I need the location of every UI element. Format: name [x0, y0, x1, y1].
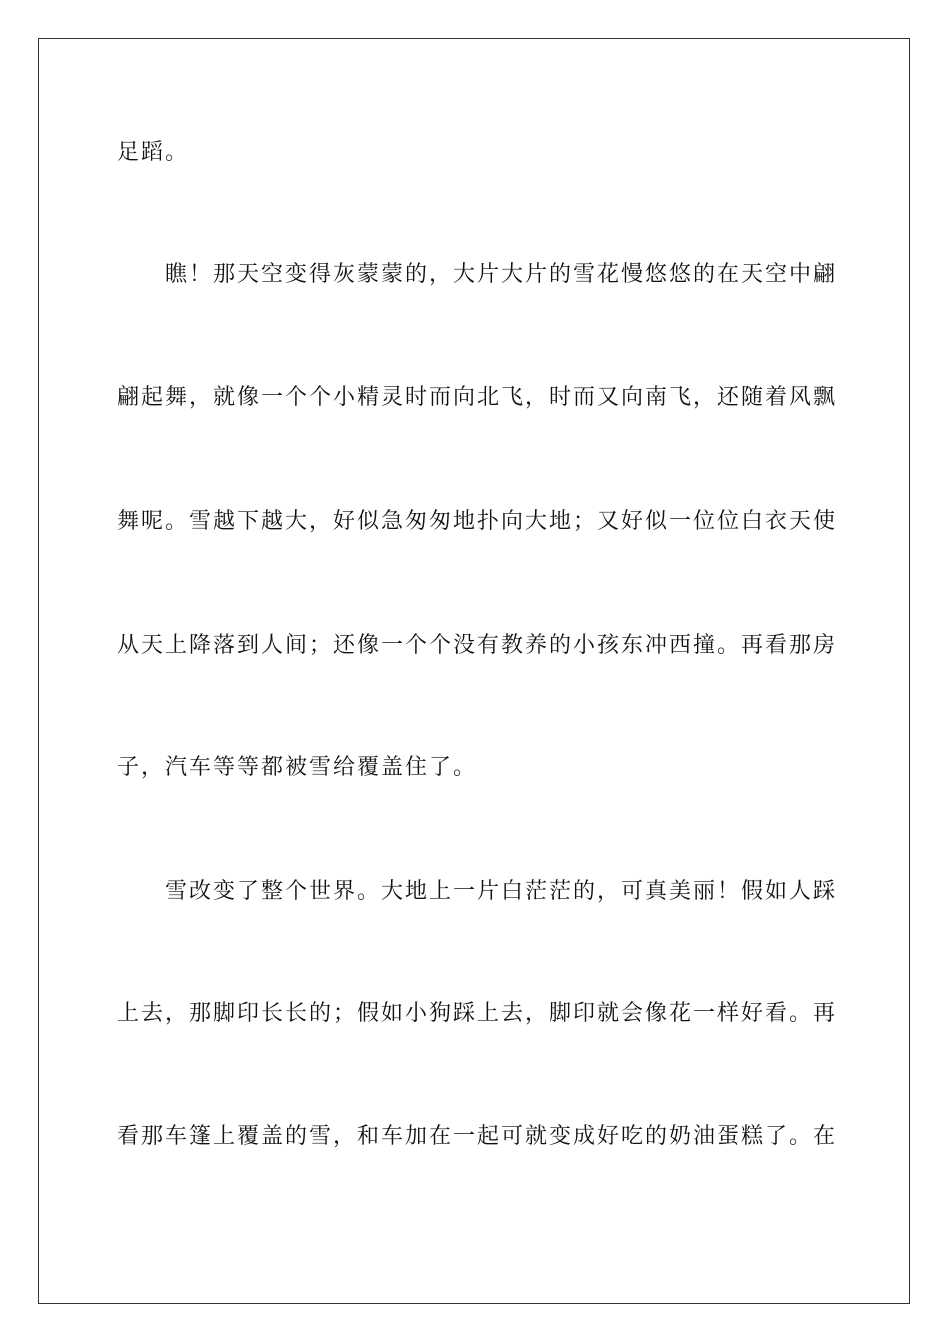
- text-line: 看那车篷上覆盖的雪，和车加在一起可就变成好吃的奶油蛋糕了。在: [117, 1124, 837, 1149]
- text-line: 上去，那脚印长长的；假如小狗踩上去，脚印就会像花一样好看。再: [117, 1001, 837, 1026]
- text-line: 子，汽车等等都被雪给覆盖住了。: [117, 755, 478, 780]
- text-line: 雪改变了整个世界。大地上一片白茫茫的，可真美丽！假如人踩: [165, 879, 837, 904]
- text-line: 瞧！那天空变得灰蒙蒙的，大片大片的雪花慢悠悠的在天空中翩: [165, 262, 837, 287]
- text-line: 从天上降落到人间；还像一个个没有教养的小孩东冲西撞。再看那房: [117, 633, 837, 658]
- text-line: 足蹈。: [117, 140, 190, 165]
- text-line: 翩起舞，就像一个个小精灵时而向北飞，时而又向南飞，还随着风飘: [117, 385, 837, 410]
- text-line: 舞呢。雪越下越大，好似急匆匆地扑向大地；又好似一位位白衣天使: [117, 509, 837, 534]
- page-border: [38, 38, 910, 1304]
